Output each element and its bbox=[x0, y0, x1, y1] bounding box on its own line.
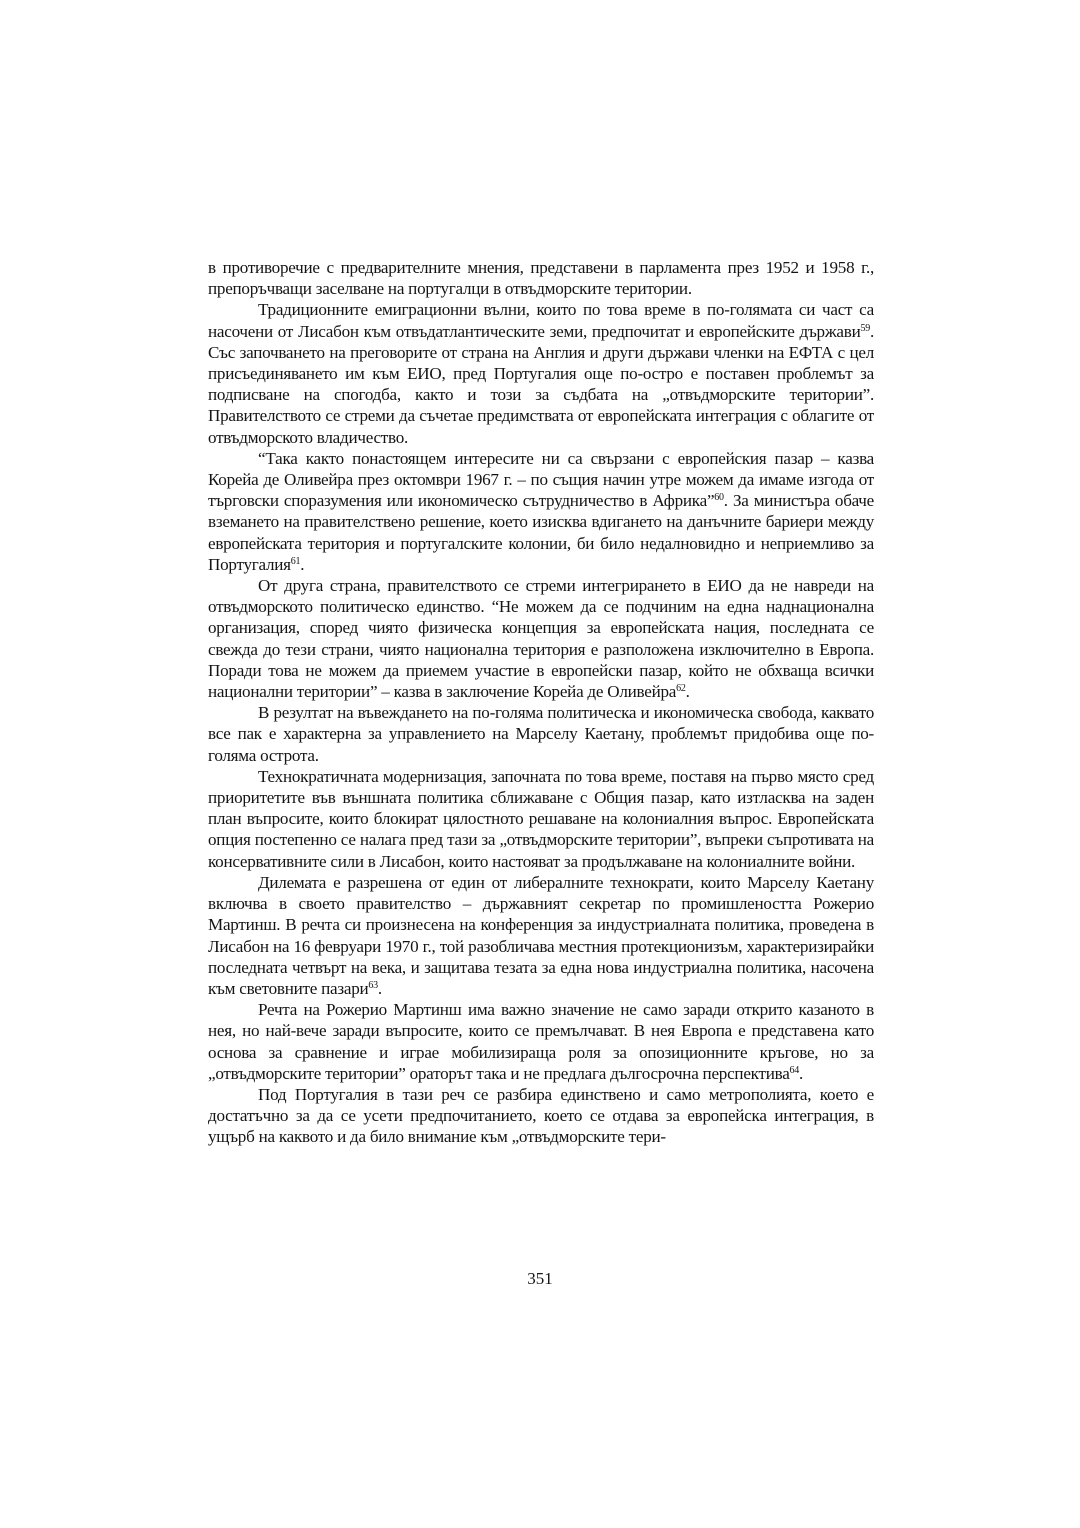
text-run: Под Португалия в тази реч се разбира единствено и само метрополията, което е достатъчно за да се усети предпочитанието, което се отдава за европейска интеграция, в ущърб на каквото и да било внимание към „отвъдморските тери- bbox=[208, 1084, 874, 1147]
paragraph bbox=[208, 1084, 874, 1148]
paragraph bbox=[208, 448, 874, 575]
text-run: Речта на Рожерио Мартинш има важно значение не само заради открито казаното в нея, но най-вече заради въпросите, които се премълчават. В нея Европа е представена като основа за сравнение и играе мобилизираща роля за опозиционните кръгове, но за „отвъдморските територии” ораторът така и не предлага дългосрочна перспектива bbox=[208, 1000, 874, 1083]
paragraph bbox=[208, 766, 874, 872]
text-run: . За министъра обаче вземането на правителствено решение, което изисква вдигането на данъчните бариери между европейската територия и португалските колонии, би било недалновидно и неприемливо за Португалия bbox=[208, 491, 874, 574]
paragraph bbox=[208, 257, 874, 299]
text-run: Дилемата е разрешена от един от либералните технократи, които Марселу Каетану включва в своето правителство – държавният секретар по промишлеността Рожерио Мартинш. В речта си произнесена на конференция за индустриалната политика, проведена в Лисабон на 16 февруари 1970 г., той разобличава местния протекционизъм, характеризирайки последната четвърт на века, и защитава тезата за една нова индустриална политика, насочена към световните пазари bbox=[208, 872, 874, 998]
text-run: В резултат на въвеждането на по-голяма политическа и икономическа свобода, каквато все пак е характерна за управлението на Марселу Каетану, проблемът придобива още по-голяма острота. bbox=[208, 703, 874, 765]
text-run: “Така както понастоящем интересите ни са свързани с европейския пазар – казва Корейа де Оливейра през октомври 1967 г. – по същия начин утре можем да имаме изгода от търговски споразумения или икономическо сътрудничество в Африка” bbox=[208, 448, 874, 511]
text-run: От друга страна, правителството се стреми интегрирането в ЕИО да не навреди на отвъдморското политическо единство. “Не можем да се подчиним на една наднационална организация, според чиято физическа концепция за европейската нация, последната се свежда до тези страни, чиято национална територия е разположена изключително в Европа. Поради това не можем да приемем участие в европейски пазар, който не обхваща всички национални територии” – казва в заключение Корейа де Оливейра bbox=[208, 576, 874, 702]
body-text bbox=[208, 257, 874, 1148]
footnote-ref: 61 bbox=[290, 555, 301, 567]
text-run: . bbox=[799, 1063, 804, 1083]
text-run: . bbox=[377, 978, 382, 998]
paragraph bbox=[208, 299, 874, 447]
text-run: . bbox=[300, 554, 305, 574]
paragraph bbox=[208, 702, 874, 766]
footnote-ref: 63 bbox=[368, 979, 378, 991]
text-run: в противоречие с предварителните мнения, представени в парламента през 1952 и 1958 г., препоръчващи заселване на португалци в отвъдморските територии. bbox=[208, 258, 874, 299]
text-run: Технократичната модернизация, започната по това време, поставя на първо място сред приоритетите във външната политика сближаване с Общия пазар, като изтласква на заден план въпросите, които блокират цялостното решаване на колониалния въпрос. Европейската опция постепенно се налага пред тази за „отвъдморските територии”, въпреки съпротивата на консервативните сили в Лисабон, които настояват за продължаване на колониалните войни. bbox=[208, 766, 874, 871]
footnote-ref: 60 bbox=[714, 492, 724, 504]
paragraph bbox=[208, 999, 874, 1084]
footnote-ref: 62 bbox=[676, 683, 686, 695]
text-run: Традиционните емиграционни вълни, които по това време в по-голямата си част са насочени от Лисабон към отвъдатлантическите земи, предпочитат и европейските държави bbox=[208, 300, 874, 341]
text-run: . bbox=[685, 682, 690, 702]
text-run: . Със започването на преговорите от страна на Англия и други държави членки на ЕФТА с цел присъединяването им към ЕИО, пред Португалия още по-остро е поставен проблемът за подписване на спогодба, както и този за съдбата на „отвъдморските територии”. Правителството се стреми да съчетае предимствата от европейската интеграция с облагите от отвъдморското владичество. bbox=[208, 321, 874, 447]
footnote-ref: 59 bbox=[860, 322, 870, 334]
footnote-ref: 64 bbox=[789, 1064, 800, 1076]
page-number: 351 bbox=[527, 1269, 553, 1288]
paragraph bbox=[208, 872, 874, 999]
paragraph bbox=[208, 575, 874, 702]
